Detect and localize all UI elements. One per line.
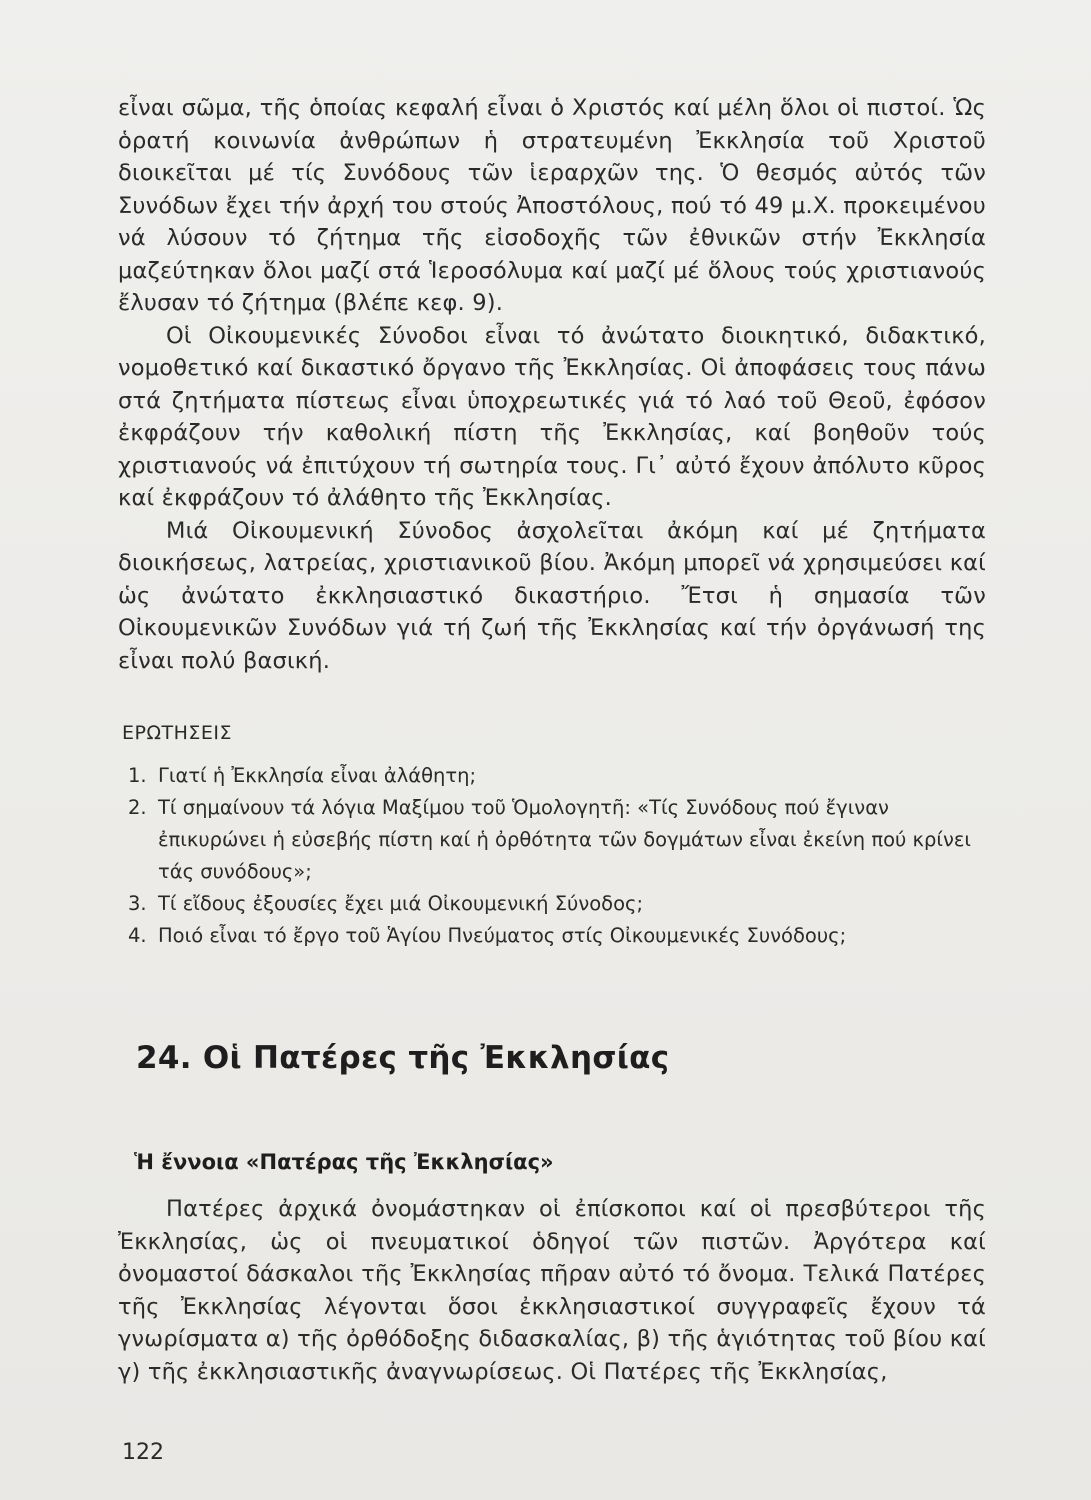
questions-list	[128, 760, 998, 952]
question-item	[128, 920, 998, 952]
question-item	[128, 792, 998, 888]
chapter-paragraph: Πατέρες ἀρχικά ὀνομάστηκαν οἱ ἐπίσκοποι καί οἱ πρεσβύτεροι τῆς Ἐκκλησίας, ὡς οἱ πνευματικοί ὁδηγοί τῶν πιστῶν. Ἀργότερα καί ὀνομαστοί δάσκαλοι τῆς Ἐκκλησίας πῆραν αὐτό τό ὄνομα. Τελικά Πατέρες τῆς Ἐκκλησίας λέγονται ὅσοι ἐκκλησιαστικοί συγγραφεῖς ἔχουν τά γνωρίσματα α) τῆς ὀρθόδοξης διδασκαλίας, β) τῆς ἁγιότητας τοῦ βίου καί γ) τῆς ἐκκλησιαστικῆς ἀναγνωρίσεως. Οἱ Πατέρες τῆς Ἐκκλησίας,	[118, 1196, 986, 1385]
chapter-title: 24. Οἱ Πατέρες τῆς Ἐκκλησίας	[136, 1040, 670, 1076]
question-text: Τί εἴδους ἐξουσίες ἔχει μιά Οἰκουμενική Σύνοδος;	[158, 892, 644, 915]
section-title: Ἡ ἔννοια «Πατέρας τῆς Ἐκκλησίας»	[134, 1150, 554, 1174]
question-text: Γιατί ἡ Ἐκκλησία εἶναι ἀλάθητη;	[158, 764, 477, 787]
paragraph-3: Μιά Οἰκουμενική Σύνοδος ἀσχολεῖται ἀκόμη καί μέ ζητήματα διοικήσεως, λατρείας, χριστιανικοῦ βίου. Ἀκόμη μπορεῖ νά χρησιμεύσει καί ὡς ἀνώτατο ἐκκλησιαστικό δικαστήριο. Ἔτσι ἡ σημασία τῶν Οἰκουμενικῶν Συνόδων γιά τή ζωή τῆς Ἐκκλησίας καί τήν ὀργάνωσή της εἶναι πολύ βασική.	[118, 517, 986, 674]
question-item	[128, 760, 998, 792]
chapter-text-block	[118, 1193, 986, 1388]
paragraph-2: Οἱ Οἰκουμενικές Σύνοδοι εἶναι τό ἀνώτατο διοικητικό, διδακτικό, νομοθετικό καί δικαστικό ὄργανο τῆς Ἐκκλησίας. Οἱ ἀποφάσεις τους πάνω στά ζητήματα πίστεως εἶναι ὑποχρεωτικές γιά τό λαό τοῦ Θεοῦ, ἐφόσον ἐκφράζουν τήν καθολική πίστη τῆς Ἐκκλησίας, καί βοηθοῦν τούς χριστιανούς νά ἐπιτύχουν τή σωτηρία τους. Γι᾿ αὐτό ἔχουν ἀπόλυτο κῦρος καί ἐκφράζουν τό ἀλάθητο τῆς Ἐκκλησίας.	[118, 322, 986, 511]
questions-heading: ΕΡΩΤΗΣΕΙΣ	[122, 722, 232, 744]
question-text: Τί σημαίνουν τά λόγια Μαξίμου τοῦ Ὁμολογητῆ: «Τίς Συνόδους πού ἔγιναν ἐπικυρώνει ἡ εὐσεβής πίστη καί ἡ ὀρθότητα τῶν δογμάτων εἶναι ἐκείνη πού κρίνει τάς συνόδους»;	[158, 796, 972, 883]
paragraph-1: εἶναι σῶμα, τῆς ὁποίας κεφαλή εἶναι ὁ Χριστός καί μέλη ὅλοι οἱ πιστοί. Ὡς ὁρατή κοινωνία ἀνθρώπων ἡ στρατευμένη Ἐκκλησία τοῦ Χριστοῦ διοικεῖται μέ τίς Συνόδους τῶν ἱεραρχῶν της. Ὁ θεσμός αὐτός τῶν Συνόδων ἔχει τήν ἀρχή του στούς Ἀποστόλους, πού τό 49 μ.Χ. προκειμένου νά λύσουν τό ζήτημα τῆς εἰσοδοχῆς τῶν ἐθνικῶν στήν Ἐκκλησία μαζεύτηκαν ὅλοι μαζί στά Ἱεροσόλυμα καί μαζί μέ ὅλους τούς χριστιανούς ἔλυσαν τό ζήτημα (βλέπε κεφ. 9).	[118, 95, 986, 316]
question-text: Ποιό εἶναι τό ἔργο τοῦ Ἁγίου Πνεύματος στίς Οἰκουμενικές Συνόδους;	[158, 924, 847, 947]
question-number: 3.	[128, 892, 147, 915]
top-text-block	[118, 92, 986, 677]
question-number: 2.	[128, 796, 147, 819]
question-number: 1.	[128, 764, 147, 787]
question-item	[128, 888, 998, 920]
page-number: 122	[122, 1440, 164, 1465]
question-number: 4.	[128, 924, 147, 947]
